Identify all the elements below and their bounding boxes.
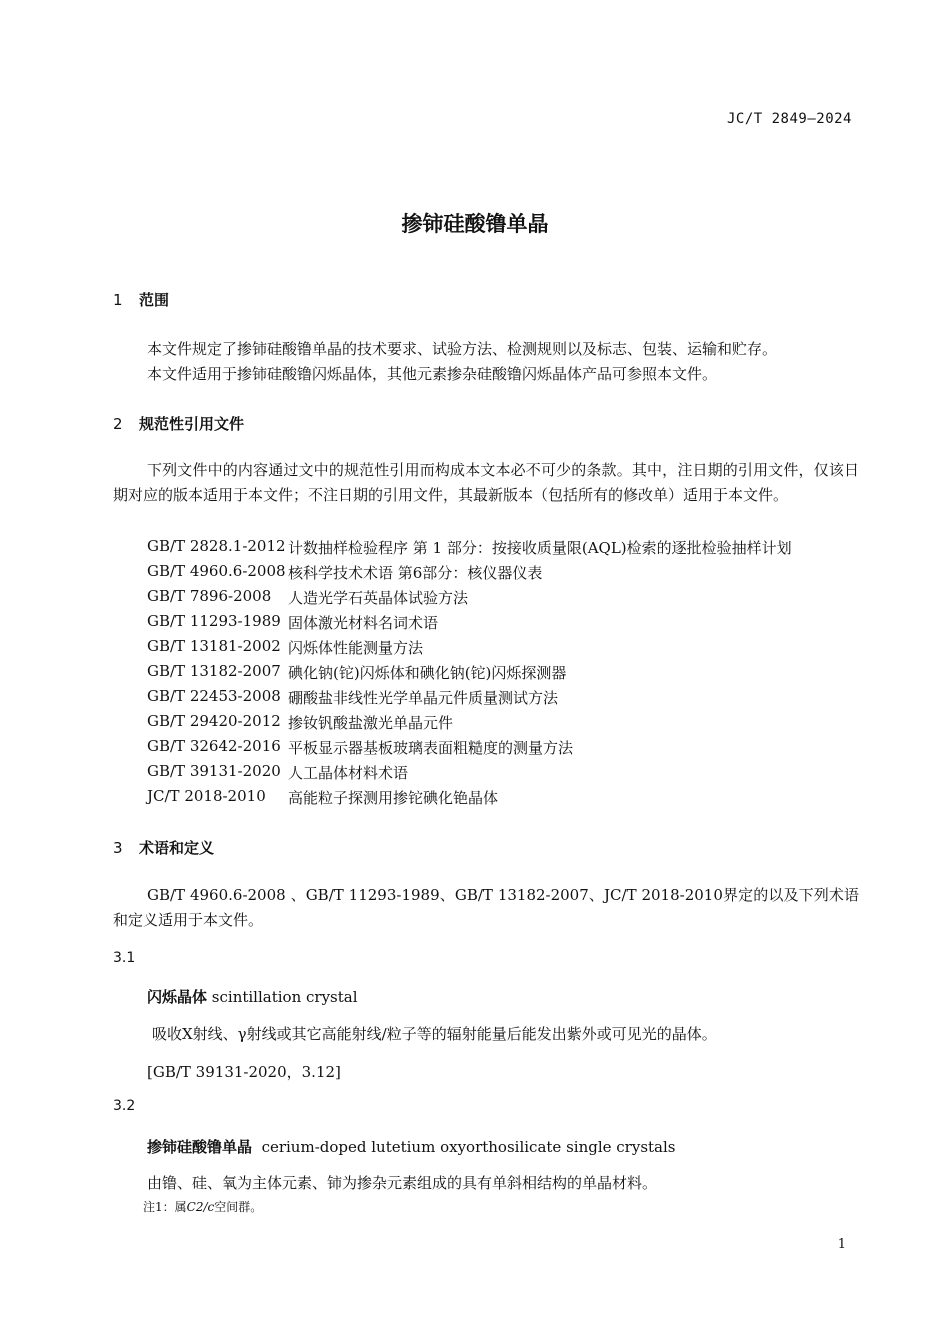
term-definition: 吸收X射线、γ射线或其它高能射线/粒子等的辐射能量后能发出紫外或可见光的晶体。: [152, 1025, 717, 1043]
reference-name: 固体激光材料名词术语: [288, 614, 439, 632]
term-number: 3.1: [113, 950, 136, 966]
reference-code: GB/T 13181-2002: [147, 637, 281, 655]
reference-code: GB/T 2828.1-2012: [147, 537, 286, 555]
reference-name: 掺钕钒酸盐激光单晶元件: [288, 714, 454, 732]
term-number: 3.2: [113, 1098, 136, 1114]
document-title: 掺铈硅酸镥单晶: [401, 212, 549, 236]
reference-item: [147, 737, 573, 758]
section-title: 规范性引用文件: [139, 415, 245, 433]
reference-name: 核科学技术术语 第6部分：核仪器仪表: [288, 564, 543, 582]
reference-code: GB/T 7896-2008: [147, 587, 272, 605]
reference-item: [147, 787, 498, 808]
reference-item: [147, 587, 468, 608]
section-1-paragraph: 本文件规定了掺铈硅酸镥单晶的技术要求、试验方法、检测规则以及标志、包装、运输和贮存。: [147, 340, 778, 358]
reference-code: GB/T 13182-2007: [147, 662, 281, 680]
term-chinese: 掺铈硅酸镥单晶: [147, 1138, 253, 1156]
section-2-intro: 下列文件中的内容通过文中的规范性引用而构成本文本必不可少的条款。其中，注日期的引用文件，仅该日期对应的版本适用于本文件；不注日期的引用文件，其最新版本（包括所有的修改单）适用于本文件。: [113, 461, 859, 504]
section-3-intro: GB/T 4960.6-2008 、GB/T 11293-1989、GB/T 13182-2007、JC/T 2018-2010界定的以及下列术语和定义适用于本文件。: [113, 886, 859, 929]
term-note: [143, 1198, 262, 1215]
section-title: 术语和定义: [139, 839, 215, 857]
reference-item: [147, 662, 566, 683]
section-number: 1: [113, 291, 123, 309]
section-1-heading: [113, 289, 169, 310]
reference-item: [147, 637, 423, 658]
reference-item: [147, 762, 408, 783]
section-1-paragraph: 本文件适用于掺铈硅酸镥闪烁晶体，其他元素掺杂硅酸镥闪烁晶体产品可参照本文件。: [147, 365, 718, 383]
reference-code: GB/T 22453-2008: [147, 687, 281, 705]
reference-code: GB/T 32642-2016: [147, 737, 281, 755]
reference-name: 人造光学石英晶体试验方法: [288, 589, 469, 607]
reference-item: [147, 712, 453, 733]
reference-item: [147, 612, 438, 633]
term-source: [GB/T 39131-2020，3.12]: [147, 1063, 341, 1081]
reference-code: GB/T 4960.6-2008: [147, 562, 286, 580]
reference-name: 平板显示器基板玻璃表面粗糙度的测量方法: [288, 739, 574, 757]
reference-name: 硼酸盐非线性光学单晶元件质量测试方法: [288, 689, 559, 707]
reference-name: 计数抽样检验程序 第 1 部分：按接收质量限(AQL)检索的逐批检验抽样计划: [288, 539, 792, 557]
term-heading: [147, 1136, 675, 1157]
reference-name: 高能粒子探测用掺铊碘化铯晶体: [288, 789, 499, 807]
section-2-heading: [113, 413, 244, 434]
term-heading: [147, 986, 358, 1007]
term-definition: 由镥、硅、氧为主体元素、铈为掺杂元素组成的具有单斜相结构的单晶材料。: [147, 1174, 658, 1192]
reference-code: JC/T 2018-2010: [147, 787, 266, 805]
section-title: 范围: [139, 291, 170, 309]
reference-code: GB/T 39131-2020: [147, 762, 281, 780]
space-group-symbol: C2/c: [186, 1200, 215, 1214]
reference-code: GB/T 29420-2012: [147, 712, 281, 730]
reference-item: [147, 537, 792, 558]
section-number: 3: [113, 839, 123, 857]
reference-name: 闪烁体性能测量方法: [288, 639, 424, 657]
standard-code: JC/T 2849—2024: [726, 111, 852, 127]
page-number: 1: [837, 1237, 846, 1252]
reference-name: 碘化钠(铊)闪烁体和碘化钠(铊)闪烁探测器: [288, 664, 567, 682]
section-3-heading: [113, 837, 214, 858]
reference-item: [147, 562, 542, 583]
term-chinese: 闪烁晶体: [147, 988, 208, 1006]
reference-name: 人工晶体材料术语: [288, 764, 409, 782]
term-english: cerium-doped lutetium oxyorthosilicate single crystals: [261, 1138, 676, 1156]
reference-item: [147, 687, 558, 708]
section-number: 2: [113, 415, 123, 433]
note-suffix: 空间群。: [214, 1200, 263, 1214]
note-prefix: 注1：属: [143, 1200, 187, 1214]
term-english: scintillation crystal: [211, 988, 358, 1006]
reference-code: GB/T 11293-1989: [147, 612, 281, 630]
